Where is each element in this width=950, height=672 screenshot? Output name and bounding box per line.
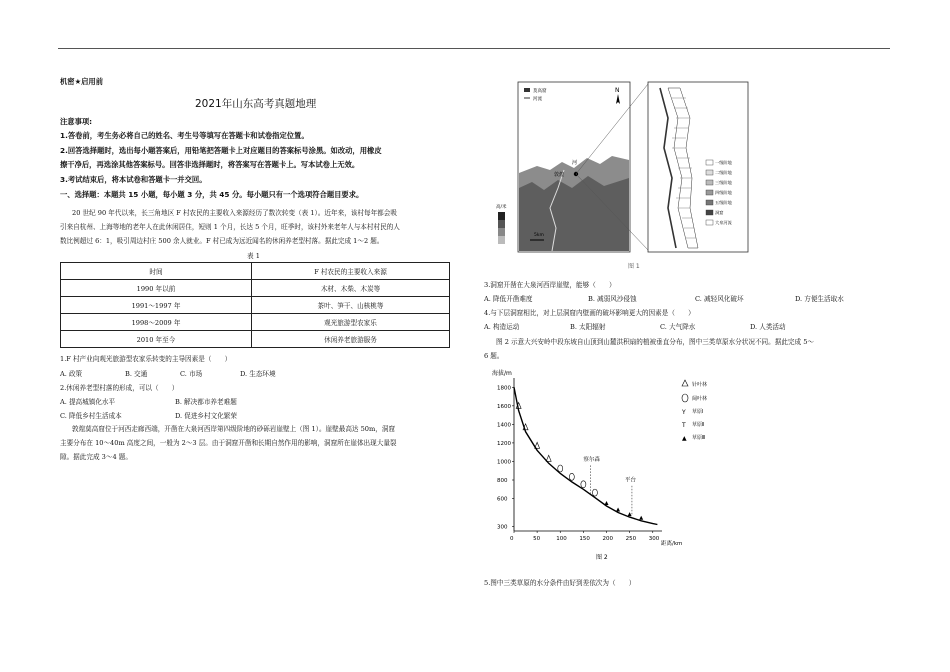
passage3-line: 6 题。 [484,352,504,360]
x-tick-label: 50 [533,536,541,542]
q1-option-c: C. 市场 [180,370,203,378]
table-cell: 茶叶、笋干、山核桃等 [252,297,450,314]
table-row [61,297,450,314]
x-tick-label: 300 [648,536,660,542]
q5-stem: 5.图中三类草原的水分条件由好到差依次为（ ） [484,579,636,587]
passage1-line: 20 世纪 90 年代以来，长三角地区 F 村农民的主要收入来源经历了数次转变（表 1）。近年来，该村每年都会吸 [72,209,397,217]
q1-option-b: B. 交通 [125,370,148,378]
terrain-profile-line [514,387,657,524]
y-tick-label: 1800 [497,385,511,392]
q3-option-d: D. 方便生活取水 [795,295,844,303]
q3-option-b: B. 减弱风沙侵蚀 [588,295,637,303]
q1-option-a: A. 政策 [60,370,83,378]
q4-option-c: C. 大气降水 [660,323,696,331]
grass-marker [639,516,643,520]
x-tick-label: 0 [510,536,514,542]
legend-item: 四级阶地 [715,190,732,195]
figure2-chart [484,366,724,572]
figure1-caption: 图 1 [628,263,640,270]
notice-item: 擦干净后，再选涂其他答案标号。回答非选择题时，将答案写在答题卡上。写本试卷上无效。 [60,160,360,169]
q2-option-d: D. 促进乡村文化繁荣 [175,412,237,420]
annotation-label: 平台 [624,477,636,484]
y-tick-label: 1600 [497,403,511,410]
table-row [61,280,450,297]
broadleaf-icon [682,394,688,402]
broadleaf-marker [581,481,586,488]
elev-swatch [498,212,505,220]
table-header-cell: 时间 [61,263,252,280]
legend-item: 草原Ⅱ [692,422,705,428]
figure2-caption: 图 2 [596,554,608,561]
broadleaf-marker [569,473,574,480]
x-axis-label: 距离/km [661,541,683,547]
annotation-label: 察尔森 [583,456,600,463]
y-tick-label: 600 [497,496,508,503]
passage1-line: 引来自杭州、上海等地的老年人在此休闲居住，短则 1 个月，长达 5 个月，旺季时，该村外来老年人与本村村民的人 [60,223,400,231]
scale-label: 5km [534,233,544,238]
broadleaf-marker [592,489,597,496]
table-caption: 表 1 [247,252,260,260]
q2-option-a: A. 提高城镇化水平 [60,398,116,406]
q4-option-b: B. 太阳辐射 [570,323,606,331]
q3-option-c: C. 减轻风化破坏 [695,295,744,303]
detail-frame [648,82,748,252]
grass2-icon: T [682,422,686,429]
q2-option-b: B. 解决都市养老难题 [175,398,237,406]
x-tick-label: 200 [602,536,613,542]
legend-item: 二级阶地 [715,170,732,175]
legend-mogao-symbol [524,88,530,92]
q1-option-d: D. 生态环境 [240,370,276,378]
notice-item: 1.答卷前，考生务必将自己的姓名、考生号等填写在答题卡和试卷指定位置。 [60,131,309,140]
passage1-line: 数比例超过 6：1，吸引周边村庄 500 余人就业。F 村已成为远近闻名的休闲养老型村落。据此完成 1～2 题。 [60,237,384,245]
table-cell: 1990 年以前 [61,280,252,297]
q4-option-d: D. 人类活动 [750,323,786,331]
q3-option-a: A. 降低开凿难度 [484,295,533,303]
notice-item: 2.回答选择题时，选出每小题答案后，用铅笔把答题卡上对应题目的答案标号涂黑。如改动，用橡皮 [60,146,382,155]
legend-item: 一级阶地 [715,160,732,165]
grass-marker [628,512,632,516]
legend-item: 针叶林 [692,382,708,388]
y-tick-label: 1200 [497,440,511,447]
passage2-line: 主要分布在 10～40m 高度之间，一般为 2～3 层。由于洞窟开凿和长期自然作用的影响，洞窟所在崖体出现大量裂 [60,439,397,447]
grass3-icon: ▲ [682,435,687,442]
q4-option-a: A. 构造运动 [484,323,520,331]
q3-stem: 3.洞窟开凿在大泉河西岸崖壁，能够（ ） [484,281,616,289]
conifer-icon [682,380,688,386]
q4-stem: 4.与下层洞窟相比，对上层洞窟内壁画的破坏影响更大的因素是（ ） [484,309,695,317]
confidential-mark: 机密★启用前 [60,77,104,86]
table-header-cell: F 村农民的主要收入来源 [252,263,450,280]
passage3-line: 图 2 示意大兴安岭中段东坡自山顶到山麓洪积扇的植被垂直分布，图中三类草原水分状况不同。据此完成 5～ [496,338,814,346]
page-title: 2021年山东高考真题地理 [195,98,317,110]
section-heading: 一、选择题：本题共 15 小题，每小题 3 分，共 45 分。每小题只有一个选项符合题目要求。 [60,190,364,199]
elev-legend-title: 高/米 [496,205,507,210]
elev-swatch [498,236,505,244]
header-rule [58,48,890,49]
legend-item: 洞窟 [715,210,724,215]
grass1-icon: Y [682,409,686,416]
elev-swatch [498,220,505,228]
vegetation-legend [681,380,707,442]
table-row [61,331,450,348]
label-dunhuang: 敦煌 [554,172,565,178]
label-river: 河 [572,160,578,166]
income-table [60,262,450,348]
legend-item: 大泉河流 [715,220,732,225]
legend-river-label: 河流 [533,97,542,102]
y-tick-label: 1000 [497,459,511,466]
x-tick-label: 250 [625,536,637,542]
legend-mogao-label: 莫高窟 [533,89,547,94]
y-tick-label: 300 [497,524,508,531]
table-header-row [61,263,450,280]
q2-stem: 2.休闲养老型村落的形成，可以（ ） [60,384,179,392]
figure1-map [492,78,754,290]
table-cell: 观光旅游型农家乐 [252,314,450,331]
table-cell: 木材、木柴、木炭等 [252,280,450,297]
north-arrow-label: N [615,87,620,94]
passage2-line: 敦煌莫高窟位于河西走廊西端，开凿在大泉河西岸第四级阶地的砂砾岩崖壁上（图 1）。崖壁最高达 50m，洞窟 [72,425,396,433]
table-cell: 休闲养老旅游服务 [252,331,450,348]
legend-item: 阔叶林 [692,396,708,402]
q2-option-c: C. 降低乡村生活成本 [60,412,122,420]
elev-swatch [498,228,505,236]
y-tick-label: 1400 [497,422,511,429]
grass-marker [605,501,609,505]
x-tick-label: 150 [579,536,590,542]
notice-heading: 注意事项: [60,117,93,126]
broadleaf-marker [558,465,563,472]
grass-marker [616,507,620,511]
table-row [61,314,450,331]
legend-item: 三级阶地 [715,180,732,185]
notice-item: 3.考试结束后，将本试卷和答题卡一并交回。 [60,175,207,184]
passage2-line: 隙。据此完成 3～4 题。 [60,453,132,461]
table-cell: 1991～1997 年 [61,297,252,314]
legend-item: 五级阶地 [715,200,732,205]
y-axis-label: 海拔/m [492,370,512,377]
table-cell: 1998～2009 年 [61,314,252,331]
legend-item: 草原Ⅲ [692,435,706,441]
legend-item: 草原Ⅰ [692,409,704,415]
q1-stem: 1.F 村产业向观光旅游型农家乐转变的主导因素是（ ） [60,355,232,363]
y-tick-label: 800 [497,478,508,484]
table-cell: 2010 年至今 [61,331,252,348]
x-tick-label: 100 [556,536,567,542]
